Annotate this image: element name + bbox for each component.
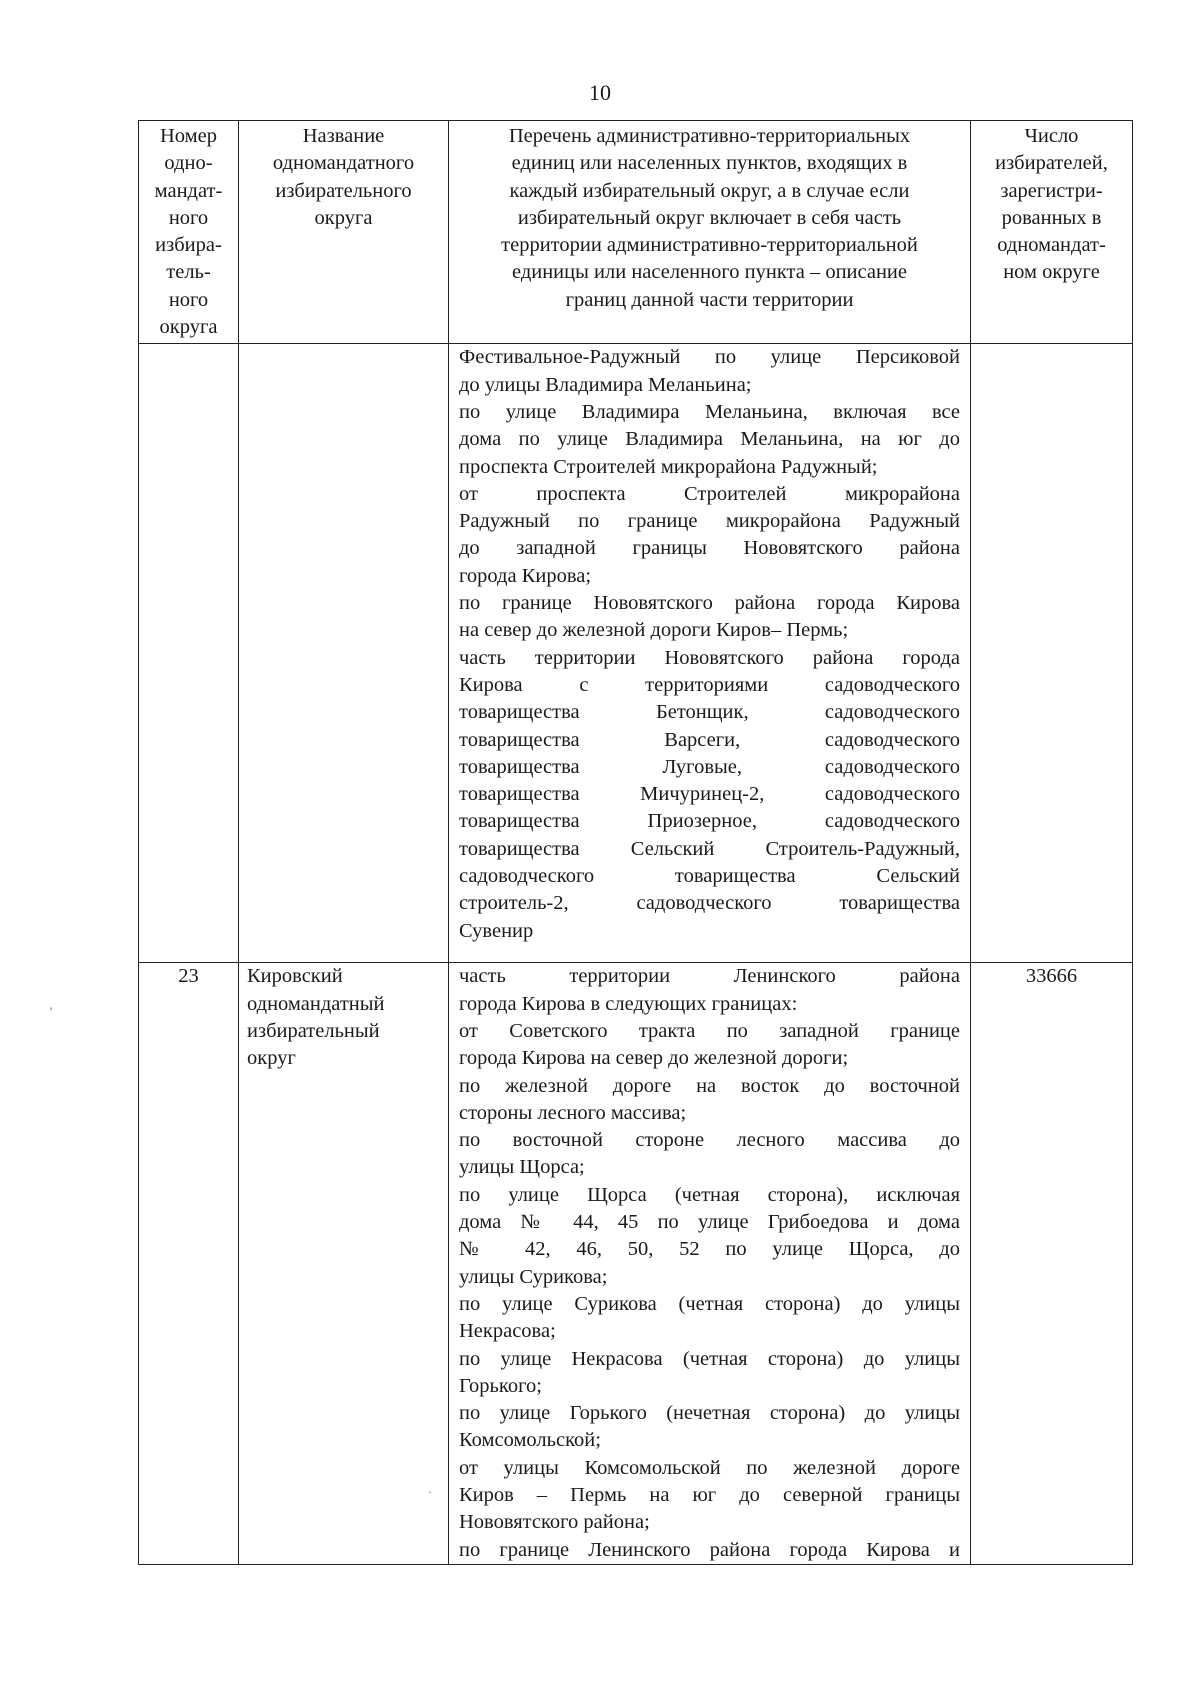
text-line: ного: [168, 206, 209, 229]
voter-count-cell: [971, 344, 1133, 963]
electoral-districts-table: [138, 120, 1133, 1565]
text-line: каждый избирательный округ, а в случае если: [509, 179, 910, 202]
description-line: города Кирова на север до железной дороги;: [459, 1047, 849, 1070]
description-line: товарищества Бетонщик, садоводческого: [459, 701, 960, 724]
text-line: округ: [247, 1047, 296, 1070]
description-line: по улице Владимира Меланьина, включая все: [459, 400, 960, 423]
page-number: 10: [589, 80, 611, 105]
territory-description-cell: [449, 344, 971, 963]
table-header-row: [139, 121, 1133, 344]
district-name-cell: [239, 344, 449, 963]
description-line: товарищества Приозерное, садоводческого: [459, 810, 960, 833]
description-line: от улицы Комсомольской по железной дороге: [459, 1456, 960, 1479]
text-line: избирательный: [247, 1019, 380, 1042]
table-row: [139, 963, 1133, 1565]
description-line: от Советского тракта по западной границе: [459, 1019, 960, 1042]
description-line: Горького;: [459, 1374, 542, 1397]
text-line: одномандатного: [272, 152, 415, 175]
text-line: избирательного: [275, 179, 412, 202]
text-line: единиц или населенных пунктов, входящих в: [511, 152, 908, 175]
description-line: Фестивальное-Радужный по улице Персиковой: [459, 346, 960, 369]
description-line: города Кирова в следующих границах:: [459, 992, 798, 1015]
district-number-cell: 23: [139, 963, 239, 1565]
description-line: товарищества Луговые, садоводческого: [459, 755, 960, 778]
district-number-cell: [139, 344, 239, 963]
text-line: округа: [159, 316, 218, 339]
description-line: Кирова с территориями садоводческого: [459, 673, 960, 696]
description-line: Некрасова;: [459, 1320, 556, 1343]
description-line: по восточной стороне лесного массива до: [459, 1129, 960, 1152]
text-line: границ данной части территории: [565, 288, 854, 311]
description-line: города Кирова;: [459, 564, 592, 587]
text-line: округа: [314, 206, 373, 229]
text-line: избира-: [155, 234, 222, 257]
description-line: товарищества Мичуринец-2, садоводческого: [459, 783, 960, 806]
description-line: Нововятского района;: [459, 1511, 650, 1534]
text-line: одномандат-: [997, 234, 1106, 257]
scan-mark: ': [50, 1004, 53, 1018]
description-line: до улицы Владимира Меланьина;: [459, 373, 752, 396]
text-line: Номер: [160, 125, 217, 147]
description-line: Комсомольской;: [459, 1429, 601, 1452]
description-line: часть территории Нововятского района города: [459, 646, 960, 669]
description-line: по границе Нововятского района города Кирова: [459, 592, 960, 615]
text-line: территории административно-территориальной: [501, 234, 918, 257]
description-line: строитель-2, садоводческого товарищества: [459, 892, 960, 915]
table-row: [139, 344, 1133, 963]
text-line: Число: [1024, 125, 1079, 147]
district-name-cell: [239, 963, 449, 1565]
description-line: по улице Горького (нечетная сторона) до улицы: [459, 1402, 960, 1425]
description-line: по улице Сурикова (четная сторона) до улицы: [459, 1292, 960, 1315]
text-line: одно-: [164, 152, 213, 175]
header-district-number: [139, 121, 239, 344]
description-line: Сувенир: [459, 919, 534, 942]
description-line: дома № 44, 45 по улице Грибоедова и дома: [459, 1211, 960, 1234]
text-line: одномандатный: [247, 992, 385, 1015]
description-line: проспекта Строителей микрорайона Радужный;: [459, 455, 878, 478]
description-line: улицы Щорса;: [459, 1156, 585, 1179]
description-line: на север до железной дороги Киров– Пермь;: [459, 619, 849, 642]
text-line: мандат-: [154, 179, 223, 202]
description-line: от проспекта Строителей микрорайона: [459, 482, 960, 505]
description-line: по железной дороге на восток до восточной: [459, 1074, 960, 1097]
description-line: Киров – Пермь на юг до северной границы: [459, 1484, 960, 1507]
description-line: часть территории Ленинского района: [459, 965, 960, 988]
description-line: до западной границы Нововятского района: [459, 537, 960, 560]
text-line: ном округе: [1003, 261, 1100, 284]
text-line: избирательный округ включает в себя часть: [517, 206, 902, 229]
header-district-name: [239, 121, 449, 344]
text-line: единицы или населенного пункта – описание: [511, 261, 907, 284]
description-line: по границе Ленинского района города Кирова и: [459, 1538, 960, 1561]
description-line: товарищества Варсеги, садоводческого: [459, 728, 960, 751]
text-line: Кировский: [247, 965, 343, 988]
description-line: товарищества Сельский Строитель-Радужный,: [459, 837, 960, 860]
text-line: рованных в: [1001, 206, 1102, 229]
text-line: Название: [302, 125, 385, 147]
text-line: тель-: [166, 261, 211, 284]
text-line: зарегистри-: [1000, 179, 1103, 202]
header-territory-description: [449, 121, 971, 344]
description-line: садоводческого товарищества Сельский: [459, 865, 960, 888]
text-line: ного: [168, 288, 209, 311]
text-line: Перечень административно-территориальных: [508, 125, 911, 147]
voter-count-cell: 33666: [971, 963, 1133, 1565]
description-line: по улице Некрасова (четная сторона) до улицы: [459, 1347, 960, 1370]
text-line: избирателей,: [995, 152, 1108, 175]
description-line: по улице Щорса (четная сторона), исключая: [459, 1183, 960, 1206]
description-line: улицы Сурикова;: [459, 1265, 608, 1288]
territory-description-cell: [449, 963, 971, 1565]
description-line: Радужный по границе микрорайона Радужный: [459, 510, 960, 533]
description-line: № 42, 46, 50, 52 по улице Щорса, до: [459, 1238, 960, 1261]
description-line: стороны лесного массива;: [459, 1101, 687, 1124]
header-voter-count: [971, 121, 1133, 344]
description-line: дома по улице Владимира Меланьина, на юг до: [459, 428, 960, 451]
scan-mark: ·: [428, 1485, 432, 1499]
